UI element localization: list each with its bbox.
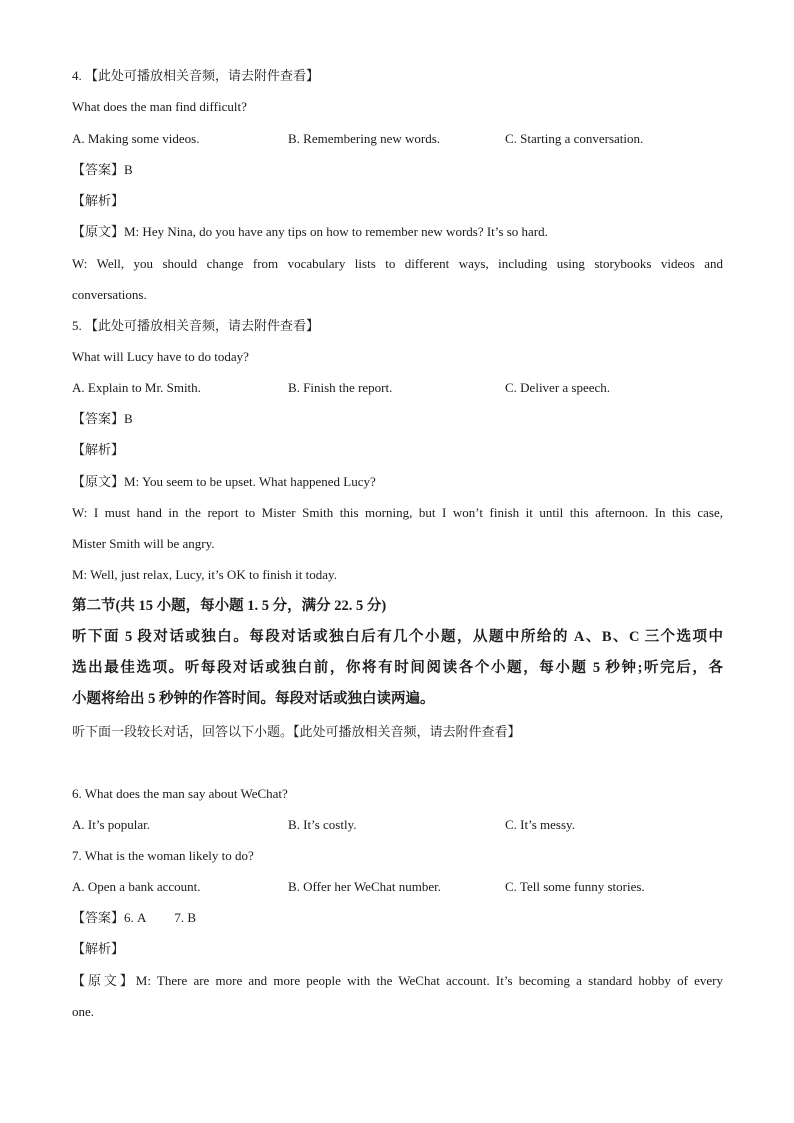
q5-analysis-tag: 【解析】 [72, 442, 125, 457]
q4-option-a: A. Making some videos. [72, 131, 200, 146]
q67-answer [72, 909, 196, 927]
q6-option-a: A. It’s popular. [72, 817, 150, 832]
answer-tag: 【答案】 [72, 910, 125, 925]
answer-value: B [124, 411, 133, 426]
q7-option-c: C. Tell some funny stories. [505, 879, 645, 894]
q7-question: 7. What is the woman likely to do? [72, 848, 254, 863]
q5-option-b: B. Finish the report. [288, 380, 393, 395]
q4-option-c: C. Starting a conversation. [505, 131, 644, 146]
q4-answer [72, 161, 133, 179]
q67-original-1a [72, 972, 723, 990]
q4-original-2a: W: Well, you should change from vocabulary lists to different ways, including using storybooks videos and [72, 256, 723, 271]
section-instructions-1: 听下面 5 段对话或独白。每段对话或独白后有几个小题，从题中所给的 A、B、C 三个选项中 [72, 629, 723, 645]
q6-option-b: B. It’s costly. [288, 817, 357, 832]
answer-tag: 【答案】 [72, 411, 125, 426]
q5-original-2b: Mister Smith will be angry. [72, 536, 215, 551]
q5-option-c: C. Deliver a speech. [505, 380, 611, 395]
q4-analysis-tag: 【解析】 [72, 193, 125, 208]
answer-value: B [124, 162, 133, 177]
q4-original-1 [72, 223, 548, 241]
answer-tag: 【答案】 [72, 162, 125, 177]
q5-original-1 [72, 473, 376, 491]
q7-option-b: B. Offer her WeChat number. [288, 879, 441, 894]
q5-original-3: M: Well, just relax, Lucy, it’s OK to finish it today. [72, 567, 337, 582]
original-text: M: There are more and more people with the WeChat account. It’s becoming a standard hobby of every [135, 973, 723, 988]
original-text: M: Hey Nina, do you have any tips on how to remember new words? It’s so hard. [124, 224, 548, 239]
answer-7: 7. B [174, 910, 197, 925]
q5-header: 5. 【此处可播放相关音频，请去附件查看】 [72, 318, 320, 333]
q67-analysis-tag: 【解析】 [72, 941, 125, 956]
section-instructions-2: 选出最佳选项。听每段对话或独白前，你将有时间阅读各个小题，每小题 5 秒钟;听完后，各 [72, 660, 723, 676]
q67-original-1b: one. [72, 1004, 95, 1019]
q5-option-a: A. Explain to Mr. Smith. [72, 380, 201, 395]
q4-header: 4. 【此处可播放相关音频，请去附件查看】 [72, 68, 320, 83]
answer-6: 6. A [124, 910, 147, 925]
q4-option-b: B. Remembering new words. [288, 131, 441, 146]
q5-answer [72, 410, 133, 428]
q5-original-2a: W: I must hand in the report to Mister Smith this morning, but I won’t finish it until this afternoon. In this case, [72, 505, 723, 520]
q7-option-a: A. Open a bank account. [72, 879, 201, 894]
section-instructions-3: 小题将给出 5 秒钟的作答时间。每段对话或独白读两遍。 [72, 691, 435, 707]
q4-original-2b: conversations. [72, 287, 147, 302]
original-text: M: You seem to be upset. What happened Lucy? [124, 474, 376, 489]
q4-question: What does the man find difficult? [72, 99, 247, 114]
original-tag: 【原文】 [72, 973, 136, 988]
section-title: 第二节(共 15 小题，每小题 1. 5 分，满分 22. 5 分) [72, 598, 387, 614]
q6-option-c: C. It’s messy. [505, 817, 575, 832]
original-tag: 【原文】 [72, 224, 125, 239]
original-tag: 【原文】 [72, 474, 125, 489]
q5-question: What will Lucy have to do today? [72, 349, 249, 364]
q6-question: 6. What does the man say about WeChat? [72, 786, 288, 801]
listen-note: 听下面一段较长对话，回答以下小题。【此处可播放相关音频，请去附件查看】 [72, 724, 521, 739]
